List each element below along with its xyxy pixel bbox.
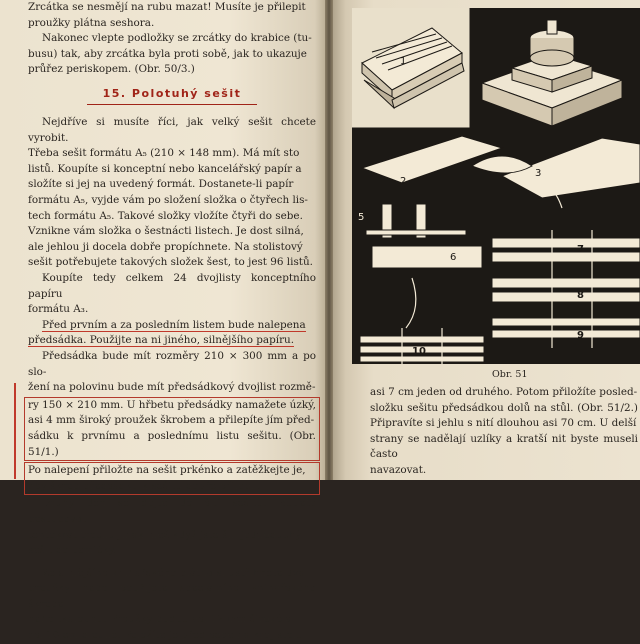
text-line: Po nalepení přiložte na sešit prkénko a zatěžkejte je, — [28, 464, 306, 477]
text-line: formátu A₃. — [28, 303, 89, 316]
text-line: listů. Koupíte si konceptní nebo kancelářský papír a — [28, 162, 302, 175]
section-heading — [28, 86, 316, 105]
text-line: žení na polovinu bude mít předsádkový dvojlist rozmě- — [28, 381, 316, 394]
text-line: ného tkalounu. Proužky budou asi 12 mm široké a — [28, 613, 292, 626]
right-text-column — [370, 385, 638, 479]
figure-number: 2 — [400, 176, 407, 187]
figure-number: 5 — [358, 212, 365, 223]
figure-number: 7 — [577, 244, 584, 255]
text-line: sádku k prvnímu a poslednímu listu sešitu. (Obr. 51/1.) — [28, 429, 316, 458]
left-text-column — [28, 0, 316, 644]
text-line: Vznikne vám složka o šestnácti listech. Je dost silná, — [28, 225, 304, 238]
figure-caption: Obr. 51 — [492, 369, 528, 380]
figure-number: 4 — [542, 188, 549, 199]
text-line: navazovat. — [370, 463, 427, 476]
text-line: formátu A₅, vyjde vám po složení složka o čtyřech lis- — [28, 194, 308, 207]
figure-number: 10 — [412, 346, 426, 357]
red-boxed-passage — [24, 397, 320, 461]
margin-mark — [14, 383, 16, 479]
text-line: ry 150 × 210 mm. U hřbetu předsádky namažete úzký, — [28, 398, 316, 411]
text-line: sešit potřebujete takových složek šest, to jest 96 listů. — [28, 256, 313, 269]
figure-number: 8 — [577, 290, 584, 301]
text-line: asi 7 cm jeden od druhého. Potom přiložíte posled- — [370, 386, 638, 398]
red-boxed-passage — [24, 462, 320, 495]
text-line: asi 10 cm dlouhé. Položíte je před sebe na kraj stolu — [28, 629, 303, 642]
underlined-text: Před prvním a za posledním listem bude nalepena — [42, 318, 306, 331]
section-heading-text: 15. Polotuhý sešit — [102, 86, 242, 100]
text-line: Ze silnějšího knihařského plátna si ustřihnete dva — [42, 566, 305, 579]
book-gutter — [325, 0, 333, 480]
text-line: průřez periskopem. (Obr. 50/3.) — [28, 63, 195, 76]
text-line: ale jehlou ji docela dobře propíchnete. Na stolistový — [28, 240, 303, 253]
text-line: proužky plátna seshora. — [28, 16, 155, 29]
text-line: asi 4 mm široký proužek škrobem a přilepíte jím před- — [28, 414, 315, 427]
text-line: tech formátu A₅. Takové složky vložíte čtyři do sebe. — [28, 209, 303, 222]
figure-number: 1 — [400, 56, 407, 67]
text-line: Předsádka bude mít rozměry 210 × 300 mm a po slo- — [28, 349, 316, 378]
underlined-text: předsádka. Použijte na ni jiného, silnějšího papíru. — [28, 334, 295, 347]
text-line: složku sešitu předsádkou dolů na stůl. (Obr. 51/2.) Připravíte si jehlu s nití dlouhou asi 70 cm. U delší — [370, 401, 638, 430]
text-line: tentokrát trochu jinak, než když jste šili jednoduchý — [28, 528, 302, 541]
text-line: Třeba sešit formátu A₅ (210 × 148 mm). Má mít sto — [28, 147, 300, 160]
text-line: aby škrob předsádku k sešitu dobře přilepil. — [28, 479, 261, 492]
figure-number: 6 — [450, 252, 457, 263]
text-line: Nakonec vlepte podložky se zrcátky do krabice (tu- — [42, 32, 312, 45]
figure-number: 3 — [535, 168, 542, 179]
text-line — [28, 318, 316, 334]
text-line: složíte si jej na uvedený formát. Dostanete-li papír — [28, 178, 294, 191]
text-line — [28, 333, 316, 349]
text-line: Druhý den se dejte do šití sešitu. Budete postupovat — [28, 497, 316, 525]
heading-underline — [87, 104, 257, 106]
text-line: strany se nadělají uzlíky a kratší nit byste museli často — [370, 432, 638, 461]
bookbinding-illustration — [352, 8, 640, 364]
text-line: sešit do osmičky. — [28, 544, 117, 557]
text-line: busu) tak, aby zrcátka byla proti sobě, jak to ukazuje — [28, 47, 307, 60]
text-line: Koupíte tedy celkem 24 dvojlisty konceptního papíru — [28, 272, 316, 300]
text-line: Zrcátka se nesmějí na rubu mazat! Musíte je přilepit — [28, 1, 306, 13]
text-line: proužky nebo použijete speciálního knihařského škrobe- — [28, 582, 316, 610]
text-line: Nejdříve si musíte říci, jak velký sešit chcete vyrobit. — [28, 116, 316, 144]
figure-number: 9 — [577, 330, 584, 341]
